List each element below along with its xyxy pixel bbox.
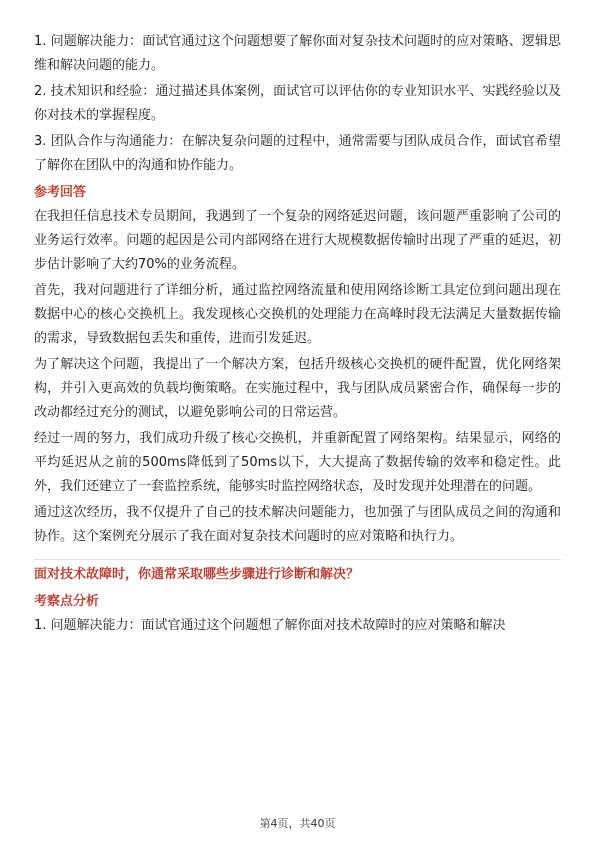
answer-paragraph-2: 首先，我对问题进行了详细分析，通过监控网络流量和使用网络诊断工具定位到问题出现在数据中心的核心交换机上。我发现核心交换机的处理能力在高峰时段无法满足大量数据传输的需求，导致数据包丢失和重传，进而引发延迟。	[34, 283, 561, 346]
intro-point-3: 3. 团队合作与沟通能力：在解决复杂问题的过程中，通常需要与团队成员合作，面试官希望了解你在团队中的沟通和协作能力。	[34, 134, 561, 173]
answer-section-label: 参考回答	[34, 185, 87, 200]
answer-paragraph-4: 经过一周的努力，我们成功升级了核心交换机，并重新配置了网络架构。结果显示，网络的平均延迟从之前的500ms降低到了50ms以下，大大提高了数据传输的效率和稳定性。此外，我们还建立了一套监控系统，能够实时监控网络状态，及时发现并处理潜在的问题。	[34, 431, 561, 494]
answer-paragraph-5: 通过这次经历，我不仅提升了自己的技术解决问题能力，也加强了与团队成员之间的沟通和协作。这个案例充分展示了我在面对复杂技术问题时的应对策略和执行力。	[34, 505, 561, 544]
document-page	[34, 30, 561, 640]
section-divider	[34, 559, 561, 560]
analysis-point-1: 1. 问题解决能力：面试官通过这个问题想了解你面对技术故障时的应对策略和解决	[34, 618, 506, 633]
answer-paragraph-1: 在我担任信息技术专员期间，我遇到了一个复杂的网络延迟问题，该问题严重影响了公司的业务运行效率。问题的起因是公司内部网络在进行大规模数据传输时出现了严重的延迟，初步估计影响了大约70%的业务流程。	[34, 209, 561, 272]
page-footer: 第4页，共40页	[259, 817, 336, 830]
intro-point-2: 2. 技术知识和经验：通过描述具体案例，面试官可以评估你的专业知识水平、实践经验以及你对技术的掌握程度。	[34, 84, 561, 123]
analysis-section-label: 考察点分析	[34, 594, 100, 609]
question-title: 面对技术故障时，你通常采取哪些步骤进行诊断和解决？	[34, 567, 360, 582]
intro-point-1: 1. 问题解决能力：面试官通过这个问题想要了解你面对复杂技术问题时的应对策略、逻辑思维和解决问题的能力。	[34, 34, 561, 73]
answer-paragraph-3: 为了解决这个问题，我提出了一个解决方案，包括升级核心交换机的硬件配置，优化网络架构，并引入更高效的负载均衡策略。在实施过程中，我与团队成员紧密合作，确保每一步的改动都经过充分的测试，以避免影响公司的日常运营。	[34, 357, 561, 420]
